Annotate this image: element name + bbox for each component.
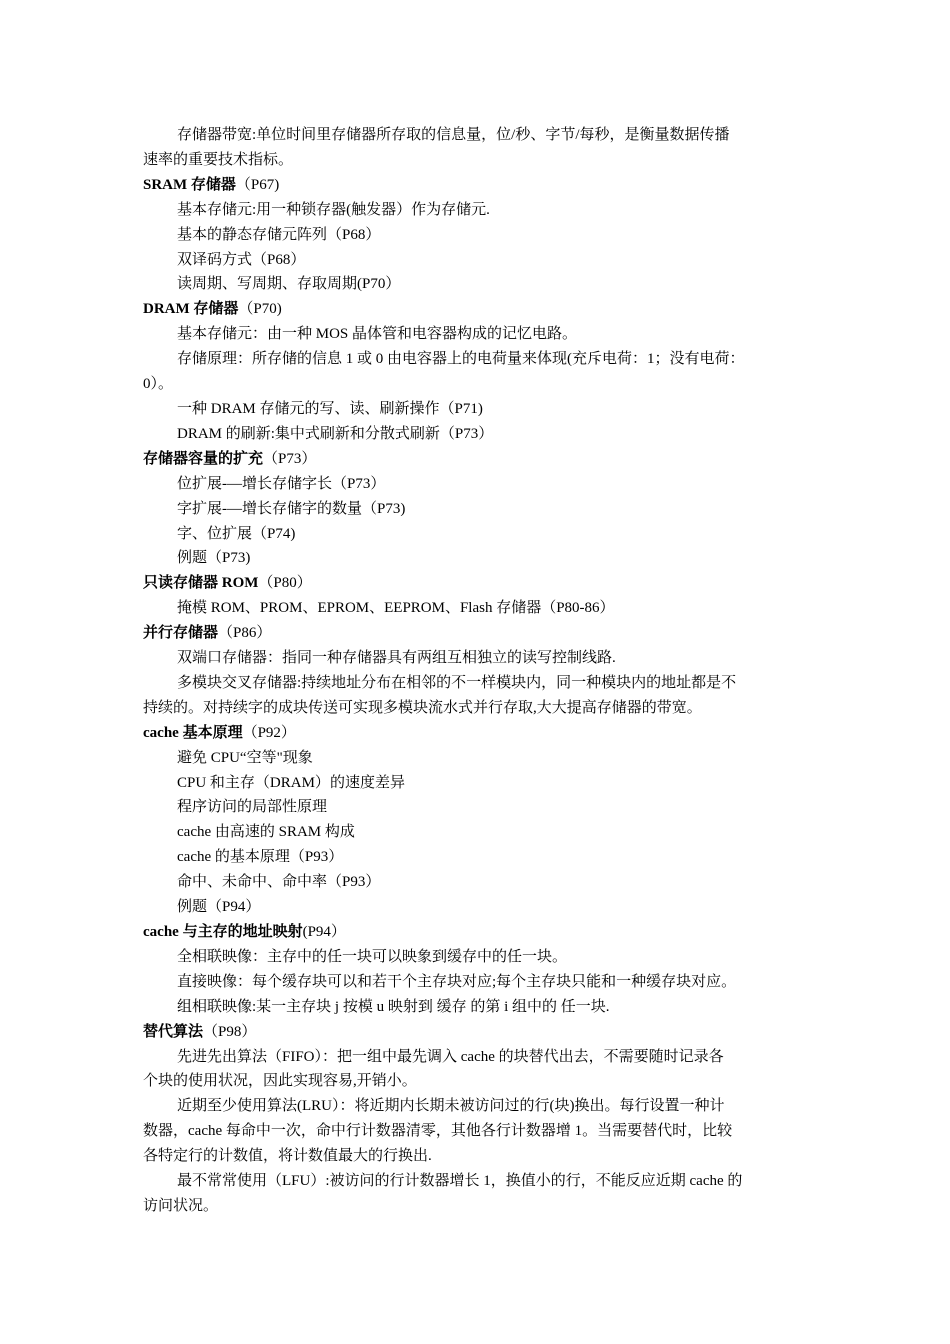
paragraph-line: 读周期、写周期、存取周期(P70） (177, 276, 401, 293)
paragraph-line: 基本的静态存储元阵列（P68） (177, 226, 381, 243)
document-page (143, 123, 813, 1219)
section-heading-title: DRAM 存储器 (143, 301, 239, 318)
paragraph-line: 存储原理：所存储的信息 1 或 0 由电容器上的电荷量来体现(充斥电荷：1；没有电荷： (177, 351, 745, 368)
section-heading-page-ref: （P86） (218, 625, 272, 642)
section-heading-title: 并行存储器 (143, 625, 219, 642)
paragraph-line: 基本存储元：由一种 MOS 晶体管和电容器构成的记忆电路。 (177, 326, 578, 343)
section-heading (143, 297, 813, 322)
paragraph-continuation-line: 速率的重要技术指标。 (143, 151, 294, 168)
paragraph-line: 全相联映像：主存中的任一块可以映象到缓存中的任一块。 (177, 948, 568, 965)
section-heading-page-ref: （P80） (258, 575, 312, 592)
section-heading-title: 只读存储器 ROM (143, 575, 259, 592)
section-heading-title: 存储器容量的扩充 (143, 450, 264, 467)
paragraph-line: cache 由高速的 SRAM 构成 (177, 824, 355, 841)
paragraph-line: 掩模 ROM、PROM、EPROM、EEPROM、Flash 存储器（P80-86） (177, 600, 615, 617)
paragraph-line: CPU 和主存（DRAM）的速度差异 (177, 774, 405, 791)
paragraph-line: 多模块交叉存储器:持续地址分布在相邻的不一样模块内，同一种模块内的地址都是不 (177, 674, 737, 691)
paragraph-line: 例题（P73) (177, 550, 251, 567)
paragraph-line: 最不常常使用（LFU）:被访问的行计数器增长 1，换值小的行，不能反应近期 cache 的 (177, 1173, 743, 1190)
paragraph-continuation-line: 各特定行的计数值，将计数值最大的行换出. (143, 1148, 432, 1165)
section-heading (143, 920, 813, 945)
paragraph-continuation-line: 持续的。对持续字的成块传送可实现多模块流水式并行存取,大大提高存储器的带宽。 (143, 699, 702, 716)
paragraph-continuation-line: 个块的使用状况，因此实现容易,开销小。 (143, 1073, 417, 1090)
paragraph-line: 双端口存储器：指同一种存储器具有两组互相独立的读写控制线路. (177, 650, 616, 667)
paragraph-line: 字、位扩展（P74) (177, 525, 296, 542)
section-heading-page-ref: (P94） (302, 924, 346, 940)
section-heading-page-ref: （P98） (203, 1023, 257, 1040)
paragraph-continuation-line: 数器，cache 每命中一次，命中行计数器清零，其他各行计数器增 1。当需要替代时，比较 (143, 1123, 733, 1140)
paragraph-line: 字扩展-—增长存储字的数量（P73) (177, 500, 406, 517)
section-heading (143, 447, 813, 472)
paragraph-line: cache 的基本原理（P93） (177, 849, 344, 866)
paragraph-line: 位扩展-—增长存储字长（P73） (177, 475, 386, 492)
section-heading (143, 173, 813, 198)
paragraph-line: 命中、未命中、命中率（P93） (177, 874, 381, 891)
paragraph-line: 一种 DRAM 存储元的写、读、刷新操作（P71) (177, 400, 483, 417)
paragraph-continuation-line: 访问状况。 (143, 1197, 219, 1214)
section-heading-title: SRAM 存储器 (143, 176, 236, 193)
paragraph-line: DRAM 的刷新:集中式刷新和分散式刷新（P73） (177, 425, 494, 442)
paragraph-line: 例题（P94） (177, 899, 261, 916)
paragraph-line: 近期至少使用算法(LRU）：将近期内长期未被访问过的行(块)换出。每行设置一种计 (177, 1098, 725, 1115)
paragraph-continuation-line: 0）。 (143, 376, 174, 393)
paragraph-line: 组相联映像:某一主存块 j 按模 u 映射到 缓存 的第 i 组中的 任一块. (177, 998, 610, 1015)
section-heading-title: cache 与主存的地址映射 (143, 924, 303, 940)
paragraph-line: 存储器带宽:单位时间里存储器所存取的信息量，位/秒、字节/每秒，是衡量数据传播 (177, 127, 730, 143)
section-heading (143, 571, 813, 596)
section-heading (143, 721, 813, 746)
paragraph-line: 基本存储元:用一种锁存器(触发器）作为存储元. (177, 201, 490, 218)
section-heading (143, 1020, 813, 1045)
section-heading-page-ref: （P73） (263, 450, 317, 467)
paragraph-line: 先进先出算法（FIFO）：把一组中最先调入 cache 的块替代出去，不需要随时记录各 (177, 1048, 724, 1065)
paragraph-line: 程序访问的局部性原理 (177, 799, 328, 816)
section-heading-title: 替代算法 (143, 1023, 204, 1040)
section-heading-page-ref: （P67) (235, 176, 280, 193)
section-heading-page-ref: （P92） (242, 724, 296, 741)
section-heading-title: cache 基本原理 (143, 724, 243, 741)
section-heading-page-ref: （P70) (238, 301, 282, 318)
section-heading (143, 621, 813, 646)
paragraph-line: 避免 CPU“空等"现象 (177, 749, 313, 766)
paragraph-line: 直接映像：每个缓存块可以和若干个主存块对应;每个主存块只能和一种缓存块对应。 (177, 973, 737, 990)
paragraph-line: 双译码方式（P68） (177, 251, 306, 268)
